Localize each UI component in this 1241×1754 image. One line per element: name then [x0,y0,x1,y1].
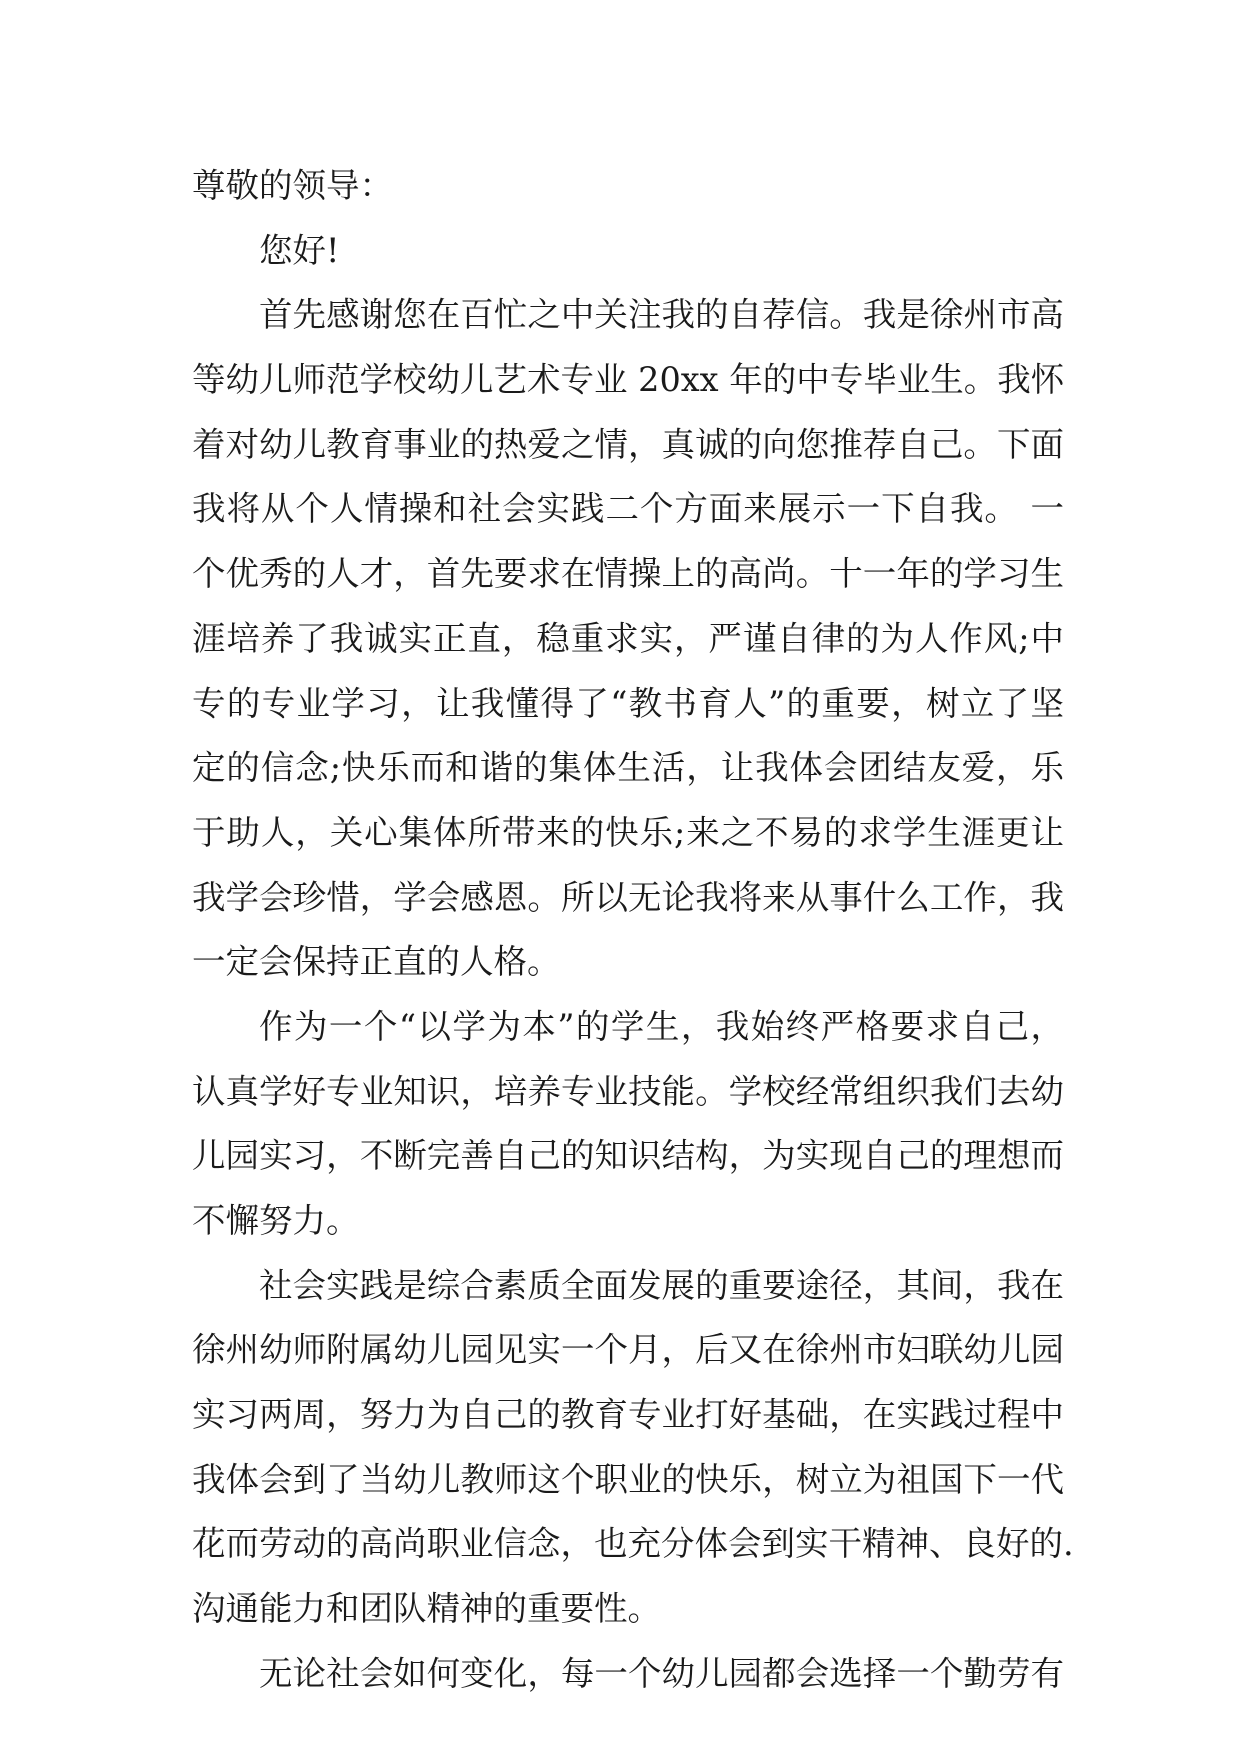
letter-body [192,154,1074,1707]
paragraph-line: 个优秀的人才，首先要求在情操上的高尚。十一年的学习生 [192,554,1064,594]
paragraph-line: 定的信念;快乐而和谐的集体生活，让我体会团结友爱，乐 [192,748,1064,788]
paragraph-line: 作为一个“以学为本”的学生，我始终严格要求自己， [259,1006,1064,1046]
paragraph-line: 沟通能力和团队精神的重要性。 [192,1589,661,1629]
paragraph-line: 无论社会如何变化，每一个幼儿园都会选择一个勤劳有 [259,1653,1064,1693]
paragraph-line: 认真学好专业知识，培养专业技能。学校经常组织我们去幼 [192,1071,1064,1111]
paragraph-line: 儿园实习，不断完善自己的知识结构，为实现自己的理想而 [192,1136,1064,1176]
salutation: 尊敬的领导： [192,166,393,205]
paragraph-line: 等幼儿师范学校幼儿艺术专业 20xx 年的中专毕业生。我怀 [192,360,1065,400]
greeting: 您好! [259,230,340,270]
paragraph-line: 社会实践是综合素质全面发展的重要途径，其间，我在 [259,1265,1064,1305]
paragraph-line: 徐州幼师附属幼儿园见实一个月，后又在徐州市妇联幼儿园 [192,1330,1064,1370]
paragraph-line: 不懈努力。 [192,1201,360,1240]
paragraph-line: 实习两周，努力为自己的教育专业打好基础，在实践过程中 [192,1395,1064,1435]
paragraph-line: 专的专业学习，让我懂得了“教书育人”的重要，树立了坚 [192,683,1064,723]
paragraph-line: 一定会保持正直的人格。 [192,942,561,982]
paragraph-line: 涯培养了我诚实正直，稳重求实，严谨自律的为人作风;中 [192,618,1064,658]
paragraph-line: 我体会到了当幼儿教师这个职业的快乐，树立为祖国下一代 [192,1459,1064,1499]
paragraph-line: 于助人，关心集体所带来的快乐;来之不易的求学生涯更让 [192,812,1064,852]
paragraph-line: 首先感谢您在百忙之中关注我的自荐信。我是徐州市高 [259,295,1064,335]
paragraph-line: 我将从个人情操和社会实践二个方面来展示一下自我。 一 [192,489,1064,529]
paragraph-line: 着对幼儿教育事业的热爱之情，真诚的向您推荐自己。下面 [192,424,1064,464]
paragraph-line: 花而劳动的高尚职业信念，也充分体会到实干精神、良好的. [192,1524,1074,1564]
paragraph-line: 我学会珍惜，学会感恩。所以无论我将来从事什么工作，我 [192,877,1064,917]
